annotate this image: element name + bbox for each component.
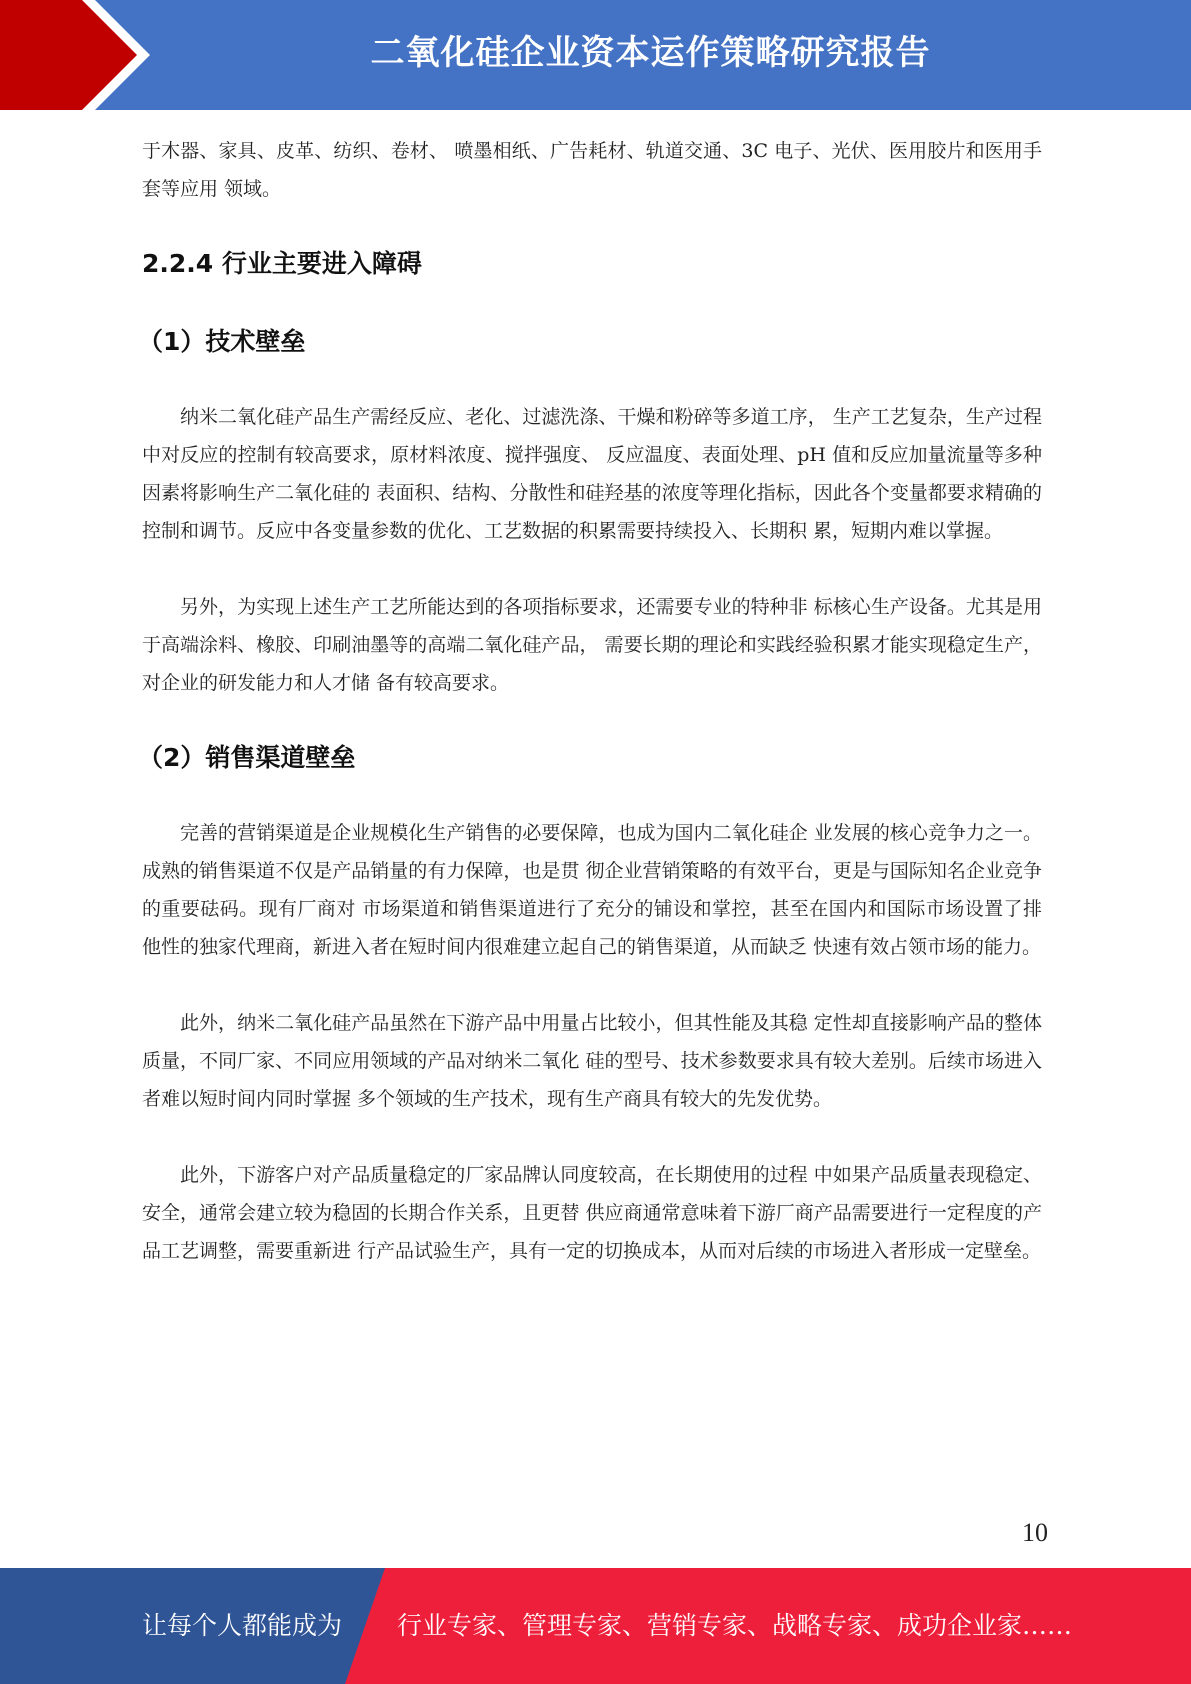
paragraph: 此外，下游客户对产品质量稳定的厂家品牌认同度较高，在长期使用的过程 中如果产品质量表现稳定、安全，通常会建立较为稳固的长期合作关系，且更替 供应商通常意味着下游厂商产品需要进行一定程度的产品工艺调整，需要重新进 行产品试验生产，具有一定的切换成本，从而对后续的市场进入者形成一定壁垒。 <box>142 1164 1042 1262</box>
paragraph: 完善的营销渠道是企业规模化生产销售的必要保障，也成为国内二氧化硅企 业发展的核心竞争力之一。成熟的销售渠道不仅是产品销量的有力保障，也是贯 彻企业营销策略的有效平台，更是与国际知名企业竞争的重要砝码。现有厂商对 市场渠道和销售渠道进行了充分的铺设和掌控，甚至在国内和国际市场设置了排 他性的独家代理商，新进入者在短时间内很难建立起自己的销售渠道，从而缺乏 快速有效占领市场的能力。 <box>142 822 1042 958</box>
paragraph: 纳米二氧化硅产品生产需经反应、老化、过滤洗涤、干燥和粉碎等多道工序， 生产工艺复杂，生产过程中对反应的控制有较高要求，原材料浓度、搅拌强度、 反应温度、表面处理、pH 值和反应加量流量等多种因素将影响生产二氧化硅的 表面积、结构、分散性和硅羟基的浓度等理化指标，因此各个变量都要求精确的 控制和调节。反应中各变量参数的优化、工艺数据的积累需要持续投入、长期积 累，短期内难以掌握。 <box>142 406 1042 542</box>
footer-banner <box>0 1568 1191 1684</box>
subsection-heading-technical-barrier: （1）技术壁垒 <box>138 327 306 356</box>
header-arrow-decoration <box>0 0 150 110</box>
paragraph: 此外，纳米二氧化硅产品虽然在下游产品中用量占比较小，但其性能及其稳 定性却直接影响产品的整体质量，不同厂家、不同应用领域的产品对纳米二氧化 硅的型号、技术参数要求具有较大差别。后续市场进入者难以短时间内同时掌握 多个领域的生产技术，现有生产商具有较大的先发优势。 <box>142 1012 1042 1110</box>
paragraph: 另外，为实现上述生产工艺所能达到的各项指标要求，还需要专业的特种非 标核心生产设备。尤其是用于高端涂料、橡胶、印刷油墨等的高端二氧化硅产品， 需要长期的理论和实践经验积累才能实现稳定生产，对企业的研发能力和人才储 备有较高要求。 <box>142 596 1042 694</box>
footer-slogan-right: 行业专家、管理专家、营销专家、战略专家、成功企业家…… <box>397 1611 1073 1640</box>
page-content <box>138 132 1042 1270</box>
intro-continuation-paragraph: 于木器、家具、皮革、纺织、卷材、 喷墨相纸、广告耗材、轨道交通、3C 电子、光伏、医用胶片和医用手套等应用 领域。 <box>142 140 1042 200</box>
subsection-heading-sales-channel-barrier: （2）销售渠道壁垒 <box>138 743 356 772</box>
page-number: 10 <box>1022 1518 1048 1547</box>
section-heading: 2.2.4 行业主要进入障碍 <box>142 249 422 278</box>
header-banner <box>0 0 1191 110</box>
report-title: 二氧化硅企业资本运作策略研究报告 <box>370 33 931 73</box>
footer-slogan-left: 让每个人都能成为 <box>142 1611 343 1640</box>
